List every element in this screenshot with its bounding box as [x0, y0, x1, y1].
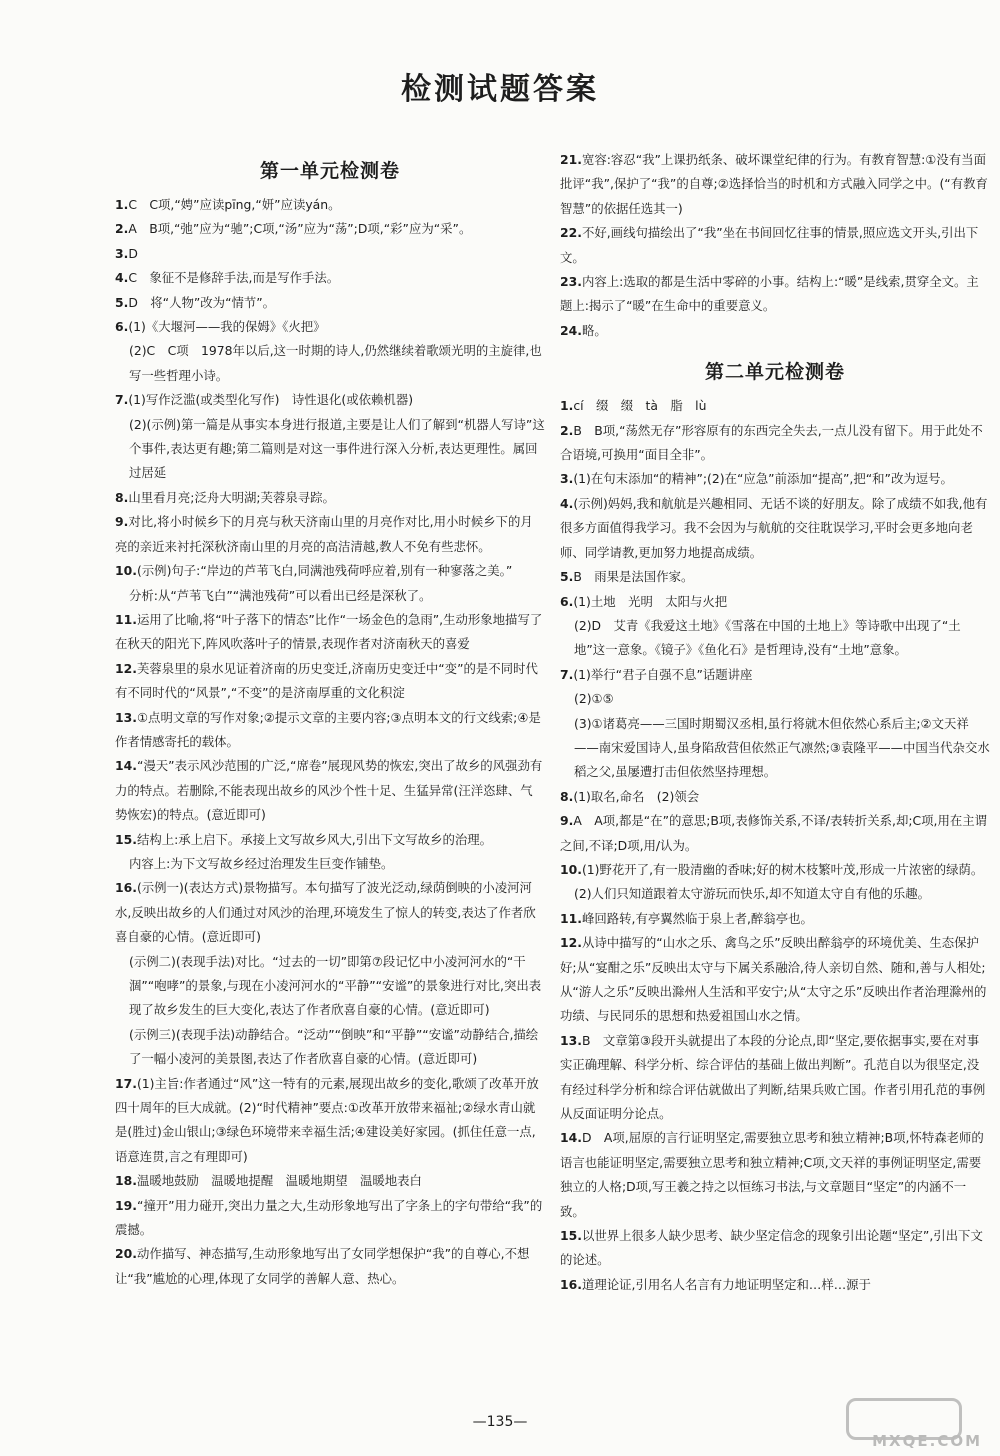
answer-number: 10. [115, 563, 137, 579]
answer-text: (1)土地 光明 太阳与火把 [573, 593, 728, 609]
answer-number: 14. [115, 758, 137, 774]
answer-text: “撞开”用力碰开,突出力量之大,生动形象地写出了字条上的字句带给“我”的震撼。 [115, 1197, 543, 1238]
answer-item [115, 608, 545, 657]
answer-item [560, 319, 990, 343]
answer-number: 11. [560, 910, 582, 926]
answer-text: (1)在句末添加“的精神”;(2)在“应急”前添加“提高”,把“和”改为逗号。 [573, 471, 953, 487]
answer-item [560, 858, 990, 882]
answer-text: (1)写作泛滥(或类型化写作) 诗性退化(或依赖机器) [128, 392, 414, 408]
answer-number: 9. [115, 514, 129, 530]
answer-list-unit-2 [560, 394, 990, 1297]
answer-text: (1)举行“君子自强不息”话题讲座 [573, 666, 753, 682]
answer-item [560, 687, 990, 711]
answer-text: A B项,“弛”应为“驰”;C项,“汤”应为“荡”;D项,“彩”应为“采”。 [128, 221, 472, 237]
answer-text: (示例一)(表达方式)景物描写。本句描写了波光泛动,绿荫倒映的小凌河河水,反映出故乡的人们通过对风沙的治理,环境发生了惊人的转变,表达了作者欣喜自豪的心情。(意近即可) [115, 880, 536, 945]
answer-number: 9. [560, 813, 574, 829]
answer-item [115, 193, 545, 217]
answer-text: (2)D 艾青《我爱这土地》《雪落在中国的土地上》等诗歌中出现了“土地”这一意象。《镜子》《鱼化石》是哲理诗,没有“土地”意象。 [574, 617, 961, 658]
answer-text: (2)人们只知道跟着太守游玩而快乐,却不知道太守自有他的乐趣。 [574, 886, 931, 902]
answer-item [560, 614, 990, 663]
answer-text: cí 缀 缀 tà 脂 lù [573, 398, 707, 414]
answer-item [115, 706, 545, 755]
answer-text: 温暖地鼓励 温暖地提醒 温暖地期望 温暖地表白 [136, 1173, 422, 1189]
answer-text: (示例)妈妈,我和航航是兴趣相同、无话不谈的好朋友。除了成绩不如我,他有很多方面值得我学习。我不会因为与航航的交往耽误学习,平时会更多地向老师、同学请教,更加努力地提高成绩。 [560, 495, 988, 560]
answer-number: 4. [115, 270, 129, 286]
answer-item [560, 221, 990, 270]
answer-item [115, 1242, 545, 1291]
answer-number: 15. [560, 1228, 582, 1244]
answer-text: B 文章第③段开头就提出了本段的分论点,即“坚定,要依据事实,要在对事实正确理解、科学分析、综合评估的基础上做出判断”。孔范自以为很坚定,没有经过科学分析和综合评估就做出了判断,结果兵败亡国。作者引用孔范的事例从反面证明分论点。 [560, 1032, 986, 1122]
answer-text: 道理论证,引用名人名言有力地证明坚定和…样…源于 [581, 1276, 871, 1292]
answer-number: 14. [560, 1130, 582, 1146]
answer-text: C C项,“娉”应读pīng,“妍”应读yán。 [128, 197, 341, 212]
answer-item [560, 565, 990, 589]
answer-list-unit-1 [115, 193, 545, 1291]
answer-number: 7. [115, 392, 129, 408]
answer-text: (1)取名,命名 (2)领会 [573, 788, 700, 804]
answer-item [115, 559, 545, 583]
answer-item [560, 270, 990, 319]
answer-number: 8. [115, 489, 129, 505]
answer-text: 内容上:为下文写故乡经过治理发生巨变作铺垫。 [129, 855, 394, 871]
section-title-unit-2: 第二单元检测卷 [704, 361, 845, 384]
answer-text: 结构上:承上启下。承接上文写故乡风大,引出下文写故乡的治理。 [136, 831, 493, 847]
answer-text: (2)①⑤ [574, 691, 614, 707]
answer-item [560, 809, 990, 858]
answer-item [560, 785, 990, 809]
answer-item [115, 584, 545, 608]
answer-item [115, 950, 545, 1023]
answer-text: 动作描写、神态描写,生动形象地写出了女同学想保护“我”的自尊心,不想让“我”尴尬的心理,体现了女同学的善解人意、热心。 [115, 1246, 530, 1286]
answer-item [560, 590, 990, 614]
answer-number: 19. [115, 1197, 137, 1213]
answer-number: 3. [560, 471, 574, 487]
answer-text: 宽容:容忍“我”上课扔纸条、破坏课堂纪律的行为。有教育智慧:①没有当面批评“我”,保护了“我”的自尊;②选择恰当的时机和方式融入同学之中。(“有教育智慧”的依据任选其一) [560, 152, 988, 216]
answer-text: 分析:从“芦苇飞白”“满池残荷”可以看出已经是深秋了。 [129, 587, 432, 603]
answer-item [115, 291, 545, 315]
answer-number: 6. [560, 593, 574, 609]
answer-text: 山里看月亮;泛舟大明湖;芙蓉泉寻踪。 [128, 489, 335, 505]
answer-number: 12. [560, 935, 582, 951]
answer-number: 7. [560, 666, 574, 682]
answer-item [115, 510, 545, 559]
right-column [560, 148, 990, 1297]
answer-item [115, 486, 545, 510]
answer-text: 内容上:选取的都是生活中零碎的小事。结构上:“暖”是线索,贯穿全文。主题上:揭示了“暖”在生命中的重要意义。 [560, 274, 979, 314]
answer-number: 1. [115, 197, 129, 212]
answer-text: B B项,“荡然无存”形容原有的东西完全失去,一点儿没有留下。用于此处不合语境,可换用“面目全非”。 [560, 422, 983, 463]
answer-item [115, 876, 545, 949]
answer-text: (2)(示例)第一篇是从事实本身进行报道,主要是让人们了解到“机器人写诗”这个事件,表达更有趣;第二篇则是对这一事件进行深入分析,表达更理性。属回过居延 [129, 416, 545, 481]
answer-number: 12. [115, 660, 137, 676]
watermark-url: MXQE.COM [872, 1432, 982, 1450]
answer-item [560, 1224, 990, 1273]
answer-item [115, 1169, 545, 1193]
answer-item [560, 663, 990, 687]
left-column [115, 148, 545, 1291]
page-number: —135— [472, 1414, 528, 1430]
answer-item [115, 388, 545, 412]
answer-text: (1)野花开了,有一股清幽的香味;好的树木枝繁叶茂,形成一片浓密的绿荫。 [581, 861, 984, 877]
answer-item [560, 492, 990, 565]
answer-item [115, 828, 545, 852]
answer-item [560, 882, 990, 906]
answer-number: 16. [560, 1276, 582, 1292]
answer-number: 10. [560, 861, 582, 877]
answer-item [560, 1273, 990, 1297]
answer-item [115, 657, 545, 706]
answer-item [115, 413, 545, 486]
answer-number: 5. [115, 294, 129, 310]
answer-number: 4. [560, 495, 574, 511]
answer-item [115, 217, 545, 241]
answer-text: (示例)句子:“岸边的芦苇飞白,同满池残荷呼应着,别有一种寥落之美。” [136, 563, 513, 579]
answer-item [115, 1194, 545, 1243]
answer-number: 21. [560, 152, 582, 167]
answer-item [560, 931, 990, 1029]
answer-text: C 象征不是修辞手法,而是写作手法。 [128, 270, 340, 286]
page-title: 检测试题答案 [401, 72, 599, 107]
answer-item [115, 1072, 545, 1170]
answer-text: D [128, 245, 138, 261]
answer-item [115, 852, 545, 876]
answer-item [560, 1029, 990, 1127]
answer-text: 从诗中描写的“山水之乐、禽鸟之乐”反映出醉翁亭的环境优美、生态保护好;从“宴酣之乐”反映出太守与下属关系融洽,待人亲切自然、随和,善与人相处;从“游人之乐”反映出滁州人生活和平安宁;从“太守之乐”反映出作者治理滁州的功绩、与民同乐的思想和热爱祖国山水之情。 [560, 935, 987, 1024]
answer-number: 3. [115, 245, 129, 261]
answer-number: 23. [560, 274, 582, 290]
answer-item [560, 394, 990, 418]
answer-number: 13. [560, 1032, 582, 1048]
answer-number: 1. [560, 398, 574, 414]
answer-number: 20. [115, 1246, 137, 1262]
answer-item [115, 339, 545, 388]
answer-text: 以世界上很多人缺少思考、缺少坚定信念的现象引出论题“坚定”,引出下文的论述。 [560, 1228, 983, 1268]
answer-number: 15. [115, 831, 137, 847]
answer-item [560, 419, 990, 468]
answer-text: (示例二)(表现手法)对比。“过去的一切”即第⑦段记忆中小凌河河水的“干涸”“咆哮”的景象,与现在小凌河河水的“平静”“安谧”的景象进行对比,突出表现了故乡发生的巨大变化,表达了作者欣喜自豪的心情。(意近即可) [129, 953, 542, 1018]
answer-text: 峰回路转,有亭翼然临于泉上者,醉翁亭也。 [581, 910, 813, 926]
answer-number: 18. [115, 1173, 137, 1189]
answer-number: 5. [560, 569, 574, 585]
answer-text: 不好,画线句描绘出了“我”坐在书间回忆往事的情景,照应选文开头,引出下文。 [560, 225, 979, 265]
answer-item [115, 754, 545, 827]
answer-number: 16. [115, 880, 137, 896]
answer-list-unit-1-continued [560, 148, 990, 343]
answer-item [115, 242, 545, 266]
answer-number: 6. [115, 319, 129, 335]
answer-text: B 雨果是法国作家。 [573, 569, 694, 585]
answer-item [115, 266, 545, 290]
answer-number: 8. [560, 788, 574, 804]
answer-text: 对比,将小时候乡下的月亮与秋天济南山里的月亮作对比,用小时候乡下的月亮的亲近来衬托深秋济南山里的月亮的高洁清越,教人不免有些悲怀。 [115, 514, 533, 554]
answer-item [560, 1126, 990, 1224]
answer-text: 运用了比喻,将“叶子落下的情态”比作“一场金色的急雨”,生动形象地描写了在秋天的阳光下,阵风吹落叶子的情景,表现作者对济南秋天的喜爱 [115, 611, 543, 652]
answer-text: 芙蓉泉里的泉水见证着济南的历史变迁,济南历史变迁中“变”的是不同时代有不同时代的“风景”,“不变”的是济南厚重的文化积淀 [115, 660, 538, 701]
answer-item [560, 712, 990, 785]
answer-text: (3)①诸葛亮——三国时期蜀汉丞相,虽行将就木但依然心系后主;②文天祥——南宋爱国诗人,虽身陷敌营但依然正气凛然;③袁隆平——中国当代杂交水稻之父,虽屡遭打击但依然坚持理想。 [574, 715, 990, 780]
answer-number: 13. [115, 709, 137, 725]
answer-text: (2)C C项 1978年以后,这一时期的诗人,仍然继续着歌颂光明的主旋律,也写一些哲理小诗。 [129, 343, 542, 383]
answer-number: 22. [560, 225, 582, 241]
answer-text: (1)主旨:作者通过“风”这一特有的元素,展现出故乡的变化,歌颂了改革开放四十周年的巨大成就。(2)“时代精神”要点:①改革开放带来福祉;②绿水青山就是(胜过)金山银山;③绿色环境带来幸福生活;④建设美好家园。(抓住任意一点,语意连贯,言之有理即可) [115, 1075, 539, 1164]
answer-text: D A项,屈原的言行证明坚定,需要独立思考和独立精神;B项,怀特森老师的语言也能证明坚定,需要独立思考和独立精神;C项,文天祥的事例证明坚定,需要独立的人格;D项,写王羲之持之以恒练习书法,与文章题目“坚定”的内涵不一致。 [560, 1130, 984, 1219]
answer-item [560, 907, 990, 931]
answer-text: “漫天”表示风沙范围的广泛,“席卷”展现风势的恢宏,突出了故乡的风强劲有力的特点。若删除,不能表现出故乡的风沙个性十足、生猛异常(汪洋恣肆、气势恢宏)的特点。(意近即可) [115, 758, 543, 823]
watermark [842, 1398, 992, 1450]
answer-text: (示例三)(表现手法)动静结合。“泛动”“倒映”和“平静”“安谧”动静结合,描绘了一幅小凌河的美景图,表达了作者欣喜自豪的心情。(意近即可) [129, 1026, 539, 1067]
answer-item [115, 315, 545, 339]
answer-item [560, 467, 990, 491]
answer-text: A A项,都是“在”的意思;B项,表修饰关系,不译/表转折关系,却;C项,用在主谓之间,不译;D项,用/认为。 [560, 813, 988, 853]
answer-text: 略。 [581, 322, 607, 338]
answer-number: 2. [560, 422, 574, 438]
answer-text: ①点明文章的写作对象;②提示文章的主要内容;③点明本文的行文线索;④是作者情感寄托的载体。 [115, 709, 541, 749]
answer-text: (1)《大堰河——我的保姆》《火把》 [128, 319, 326, 335]
answer-number: 24. [560, 322, 582, 338]
answer-item [560, 148, 990, 221]
answer-number: 2. [115, 221, 129, 237]
answer-number: 17. [115, 1075, 137, 1091]
answer-item [115, 1023, 545, 1072]
answer-number: 11. [115, 611, 137, 627]
section-title-unit-1: 第一单元检测卷 [259, 160, 400, 182]
answer-text: D 将“人物”改为“情节”。 [128, 294, 276, 310]
